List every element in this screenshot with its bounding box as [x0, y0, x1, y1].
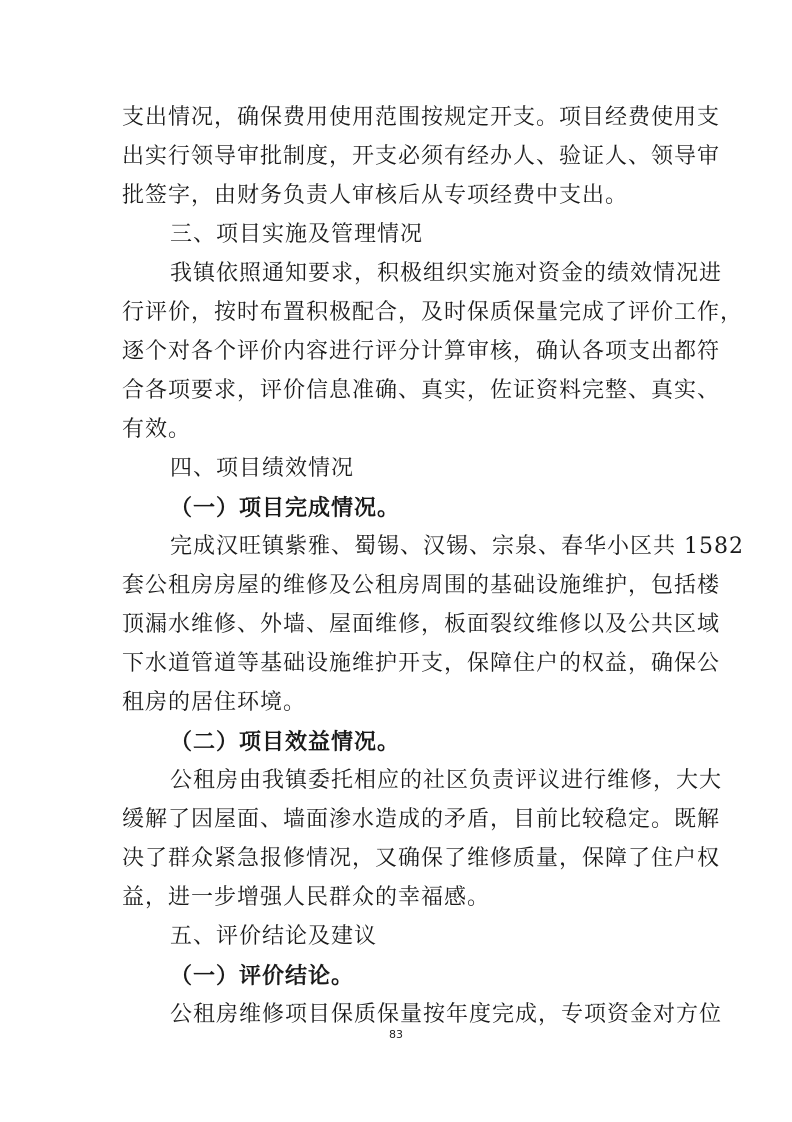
- body-text-line: 益，进一步增强人民群众的幸福感。: [122, 885, 491, 910]
- body-text-line: 合各项要求，评价信息准确、真实，佐证资料完整、真实、: [122, 378, 721, 403]
- body-text-line: 我镇依照通知要求，积极组织实施对资金的绩效情况进: [170, 261, 723, 286]
- body-text-line: 支出情况，确保费用使用范围按规定开支。项目经费使用支: [122, 105, 721, 130]
- body-text-line: 缓解了因屋面、墙面渗水造成的矛盾，目前比较稳定。既解: [122, 807, 721, 832]
- subsection-heading-completion: （一）项目完成情况。: [170, 495, 401, 521]
- page-number: 83: [389, 1028, 403, 1041]
- section-heading-3: 三、项目实施及管理情况: [170, 222, 424, 247]
- body-text-line: 公租房维修项目保质保量按年度完成，专项资金对方位: [170, 1002, 723, 1027]
- body-text-line: 公租房由我镇委托相应的社区负责评议进行维修，大大: [170, 768, 723, 793]
- section-heading-5: 五、评价结论及建议: [170, 924, 378, 949]
- subsection-heading-conclusion: （一）评价结论。: [170, 963, 355, 989]
- body-text-line: 逐个对各个评价内容进行评分计算审核，确认各项支出都符: [122, 339, 721, 364]
- body-text-line: 下水道管道等基础设施维护开支，保障住户的权益，确保公: [122, 651, 721, 676]
- body-text-line: 租房的居住环境。: [122, 690, 307, 715]
- body-text-line: 完成汉旺镇紫雅、蜀锡、汉锡、宗泉、春华小区共 1582: [170, 534, 744, 559]
- subsection-heading-benefit: （二）项目效益情况。: [170, 729, 401, 755]
- body-text-line: 决了群众紧急报修情况，又确保了维修质量，保障了住户权: [122, 846, 721, 871]
- body-text-line: 批签字，由财务负责人审核后从专项经费中支出。: [122, 183, 629, 208]
- section-heading-4: 四、项目绩效情况: [170, 456, 355, 481]
- body-text-line: 顶漏水维修、外墙、屋面维修，板面裂纹维修以及公共区域: [122, 612, 721, 637]
- body-text-line: 有效。: [122, 417, 192, 442]
- body-text-line: 出实行领导审批制度，开支必须有经办人、验证人、领导审: [122, 144, 721, 169]
- body-text-line: 行评价，按时布置积极配合，及时保质保量完成了评价工作，: [122, 300, 744, 325]
- body-text-line: 套公租房房屋的维修及公租房周围的基础设施维护，包括楼: [122, 573, 721, 598]
